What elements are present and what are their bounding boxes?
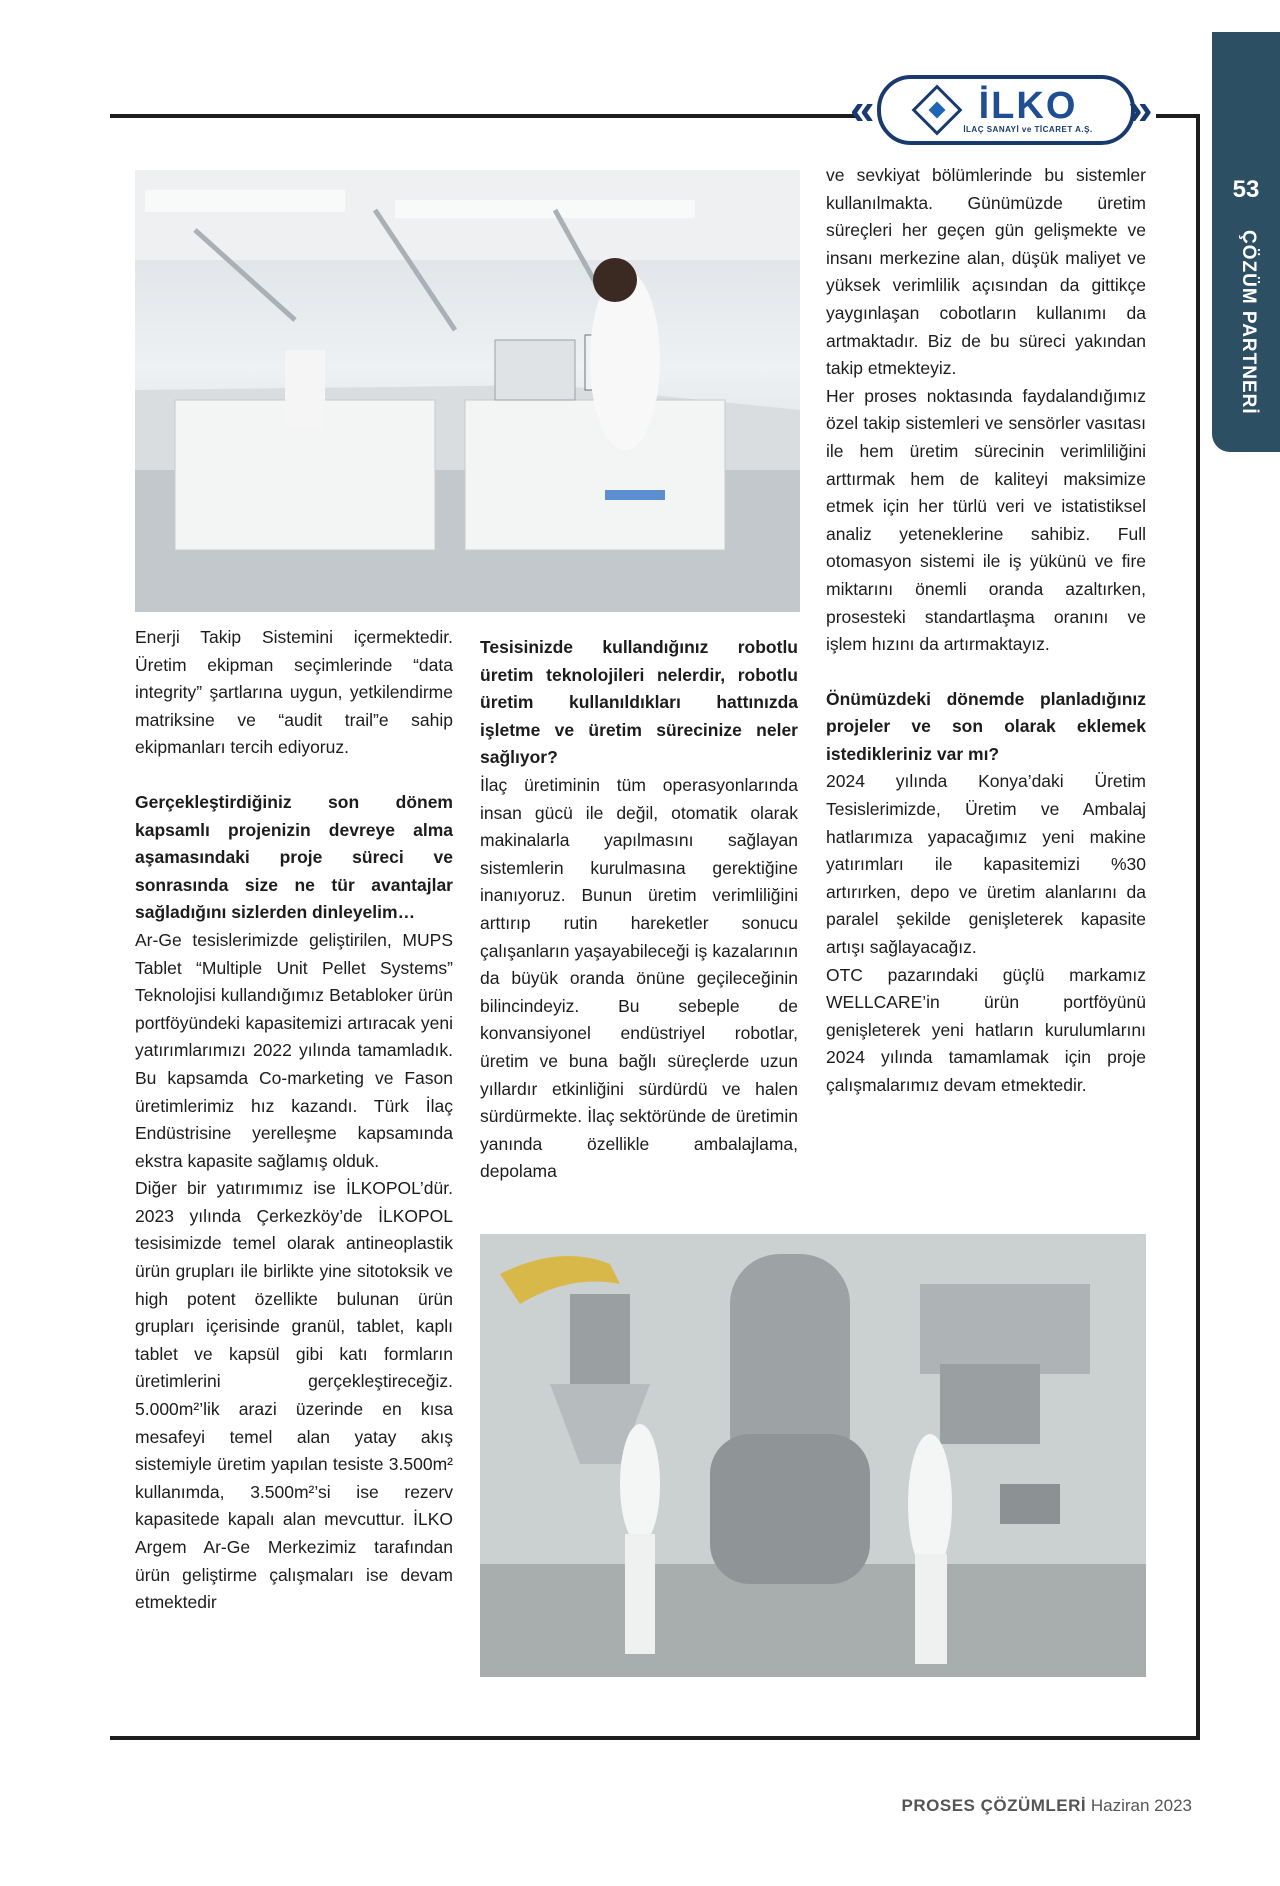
issue-date: Haziran 2023 bbox=[1090, 1796, 1192, 1815]
interview-question: Gerçekleştirdiğiniz son dönem kapsamlı projenizin devreye alma aşamasındaki proje süreci ve sonrasında size ne tür avantajlar sağladığını sizlerden dinleyelim… bbox=[135, 791, 453, 923]
paragraph: Enerji Takip Sistemini içermektedir. Üretim ekipman seçimlerinde “data integrity” şartlarına uygun, yetkilendirme matriksine ve “audit trail”e sahip ekipmanları tercih ediyoruz. bbox=[135, 627, 453, 758]
right-rule bbox=[1196, 114, 1200, 1740]
paragraph: Ar-Ge tesislerimizde geliştirilen, MUPS Tablet “Multiple Unit Pellet Systems” Teknolojisi kullandığımız Betabloker ürün portföyündeki kapasitemizi artıracak yeni yatırımlarımızı 2022 yılında tamamladık. Bu kapsamda Co-marketing ve Fason üretimlerimiz hız kazandı. Türk İlaç Endüstrisine yerelleşme kapsamında ekstra kapasite sağlamış olduk. bbox=[135, 929, 453, 1171]
paragraph: OTC pazarındaki güçlü markamız WELLCARE’in ürün portföyünü genişleterek yeni hatların kurulumlarını 2024 yılında tamamlamak için proje çalışmalarımız devam etmektedir. bbox=[826, 964, 1146, 1095]
diamond-logo-icon bbox=[912, 85, 963, 136]
right-chevron-icon: » bbox=[1128, 85, 1153, 134]
section-label-text: ÇÖZÜM PARTNERİ bbox=[1238, 230, 1259, 415]
paragraph: Her proses noktasında faydalandığımız özel takip sistemleri ve sensörler vasıtası ile hem üretim sürecinin verimliliğini arttırmak hem de kaliteyi maksimize etmek için her türlü veri ve istatistiksel analiz yeteneklerine sahibiz. Full otomasyon sistemi ile iş yükünü ve fire miktarını önemli oranda azaltırken, prosesteki standartlaşma oranını ve işlem hızını da artırmaktayız. bbox=[826, 385, 1146, 655]
manufacturing-illustration bbox=[480, 1234, 1146, 1677]
logo-subtitle: İLAÇ SANAYİ ve TİCARET A.Ş. bbox=[963, 124, 1093, 134]
section-label bbox=[1236, 230, 1260, 450]
laboratory-photo bbox=[135, 170, 800, 612]
text-column-3 bbox=[826, 162, 1146, 1100]
text-column-1 bbox=[135, 624, 453, 1617]
page-footer bbox=[902, 1796, 1192, 1816]
left-chevron-icon: « bbox=[850, 85, 875, 134]
logo-badge bbox=[877, 75, 1135, 145]
interview-question: Tesisinizde kullandığınız robotlu üretim teknolojileri nelerdir, robotlu üretim kullanıldıkları hattınızda işletme ve üretim sürecinize neler sağlıyor? bbox=[480, 637, 798, 768]
paragraph: 2024 yılında Konya’daki Üretim Tesislerimizde, Üretim ve Ambalaj hatlarımıza yapacağımız yeni makine yatırımları ile kapasitemizi %30 artırırken, depo ve üretim alanlarını da paralel şekilde genişleterek kapasite artışı sağlayacağız. bbox=[826, 771, 1146, 958]
page-number: 53 bbox=[1232, 176, 1260, 203]
text-column-2 bbox=[480, 634, 798, 1186]
laboratory-illustration bbox=[135, 170, 800, 612]
paragraph: Diğer bir yatırımımız ise İLKOPOL’dür. 2023 yılında Çerkezköy’de İLKOPOL tesisimizde temel olarak antineoplastik ürün grupları ile birlikte yine sitotoksik ve high potent özellikte bulunan ürün grupları içerisinde granül, tablet, kaplı tablet ve kapsül gibi katı formların üretimlerini gerçekleştireceğiz. 5.000m²’lik arazi üzerinde en kısa mesafeyi temel alan yatay akış sistemiyle üretim yapılan tesiste 3.500m² kullanımda, 3.500m²’si ise rezerv kapasitede kapalı alan mevcuttur. İLKO Argem Ar-Ge Merkezimiz tarafından ürün geliştirme çalışmaları ise devam etmektedir bbox=[135, 1178, 453, 1613]
paragraph: ve sevkiyat bölümlerinde bu sistemler kullanılmakta. Günümüzde üretim süreçleri her geçen gün gelişmekte ve insanı merkezine alan, düşük maliyet ve yüksek verimlilik açısından da gittikçe yaygınlaşan cobotların kullanımı da artmaktadır. Biz de bu süreci yakından takip etmekteyiz. bbox=[826, 165, 1146, 379]
company-logo bbox=[856, 72, 1156, 148]
paragraph: İlaç üretiminin tüm operasyonlarında insan gücü ile değil, otomatik olarak makinalarla yapılmasını sağlayan sistemlerin kurulmasına gerektiğine inanıyoruz. Bunun üretim verimliliğini arttırıp rutin hareketler sonucu çalışanların yaşayabileceği iş kazalarının da büyük oranda önüne geçileceğinin bilincindeyiz. Bu sebeple de konvansiyonel endüstriyel robotlar, üretim ve buna bağlı süreçlerde uzun yıllardır etkinliğini sürdürdü ve halen sürdürmekte. İlaç sektöründe de üretimin yanında özellikle ambalajlama, depolama bbox=[480, 774, 798, 1182]
interview-question: Önümüzdeki dönemde planladığınız projeler ve son olarak eklemek istedikleriniz var mı? bbox=[826, 688, 1146, 764]
bottom-rule bbox=[110, 1736, 1200, 1740]
logo-name: İLKO bbox=[978, 84, 1078, 127]
manufacturing-photo bbox=[480, 1234, 1146, 1677]
magazine-name: PROSES ÇÖZÜMLERİ bbox=[901, 1796, 1087, 1815]
